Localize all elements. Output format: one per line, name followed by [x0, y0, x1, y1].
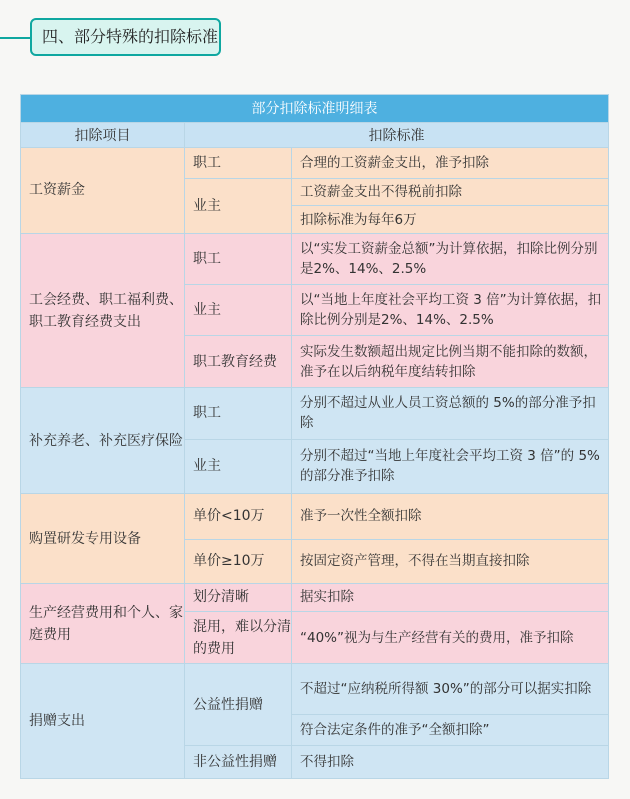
- standard-cell: 工资薪金支出不得税前扣除: [292, 178, 609, 206]
- header-standard: 扣除标准: [185, 122, 609, 147]
- standard-cell: 不超过“应纳税所得额 30%”的部分可以据实扣除: [292, 664, 609, 715]
- subcategory-cell: 单价<10万: [185, 494, 292, 539]
- table-title: 部分扣除标准明细表: [21, 95, 609, 123]
- subcategory-cell: 职工: [185, 387, 292, 439]
- standard-cell: 不得扣除: [292, 745, 609, 778]
- header-item: 扣除项目: [21, 122, 185, 147]
- subcategory-cell: 混用，难以分清的费用: [185, 611, 292, 664]
- standard-cell: 以“当地上年度社会平均工资 3 倍”为计算依据，扣除比例分别是2%、14%、2.5%: [292, 284, 609, 336]
- table-row: [21, 387, 609, 439]
- table-row: [21, 234, 609, 285]
- category-cell: 生产经营费用和个人、家庭费用: [21, 583, 185, 663]
- category-cell: 工资薪金: [21, 147, 185, 234]
- subcategory-cell: 非公益性捐赠: [185, 745, 292, 778]
- standard-cell: 分别不超过“当地上年度社会平均工资 3 倍”的 5%的部分准予扣除: [292, 439, 609, 494]
- standard-cell: 实际发生数额超出规定比例当期不能扣除的数额，准予在以后纳税年度结转扣除: [292, 336, 609, 388]
- subcategory-cell: 业主: [185, 284, 292, 336]
- subcategory-cell: 业主: [185, 178, 292, 234]
- standard-cell: 按固定资产管理，不得在当期直接扣除: [292, 539, 609, 583]
- subcategory-cell: 单价≥10万: [185, 539, 292, 583]
- table-row: [21, 147, 609, 178]
- standard-cell: 据实扣除: [292, 583, 609, 611]
- table-row: [21, 494, 609, 539]
- deduction-table: [20, 94, 608, 779]
- standard-cell: 符合法定条件的准予“全额扣除”: [292, 714, 609, 745]
- standard-cell: 扣除标准为每年6万: [292, 206, 609, 234]
- standard-cell: 以“实发工资薪金总额”为计算依据，扣除比例分别是2%、14%、2.5%: [292, 234, 609, 285]
- section-connector-line: [0, 37, 34, 39]
- standard-cell: “40%”视为与生产经营有关的费用，准予扣除: [292, 611, 609, 664]
- subcategory-cell: 职工教育经费: [185, 336, 292, 388]
- subcategory-cell: 业主: [185, 439, 292, 494]
- section-title: 四、部分特殊的扣除标准: [30, 18, 221, 56]
- category-cell: 捐赠支出: [21, 664, 185, 779]
- category-cell: 购置研发专用设备: [21, 494, 185, 584]
- table-title-row: [21, 95, 609, 123]
- table-row: [21, 664, 609, 715]
- category-cell: 工会经费、职工福利费、职工教育经费支出: [21, 234, 185, 388]
- subcategory-cell: 职工: [185, 234, 292, 285]
- standard-cell: 合理的工资薪金支出，准予扣除: [292, 147, 609, 178]
- subcategory-cell: 职工: [185, 147, 292, 178]
- subcategory-cell: 公益性捐赠: [185, 664, 292, 745]
- standard-cell: 准予一次性全额扣除: [292, 494, 609, 539]
- subcategory-cell: 划分清晰: [185, 583, 292, 611]
- table-header-row: [21, 122, 609, 147]
- table-row: [21, 583, 609, 611]
- category-cell: 补充养老、补充医疗保险: [21, 387, 185, 493]
- standard-cell: 分别不超过从业人员工资总额的 5%的部分准予扣除: [292, 387, 609, 439]
